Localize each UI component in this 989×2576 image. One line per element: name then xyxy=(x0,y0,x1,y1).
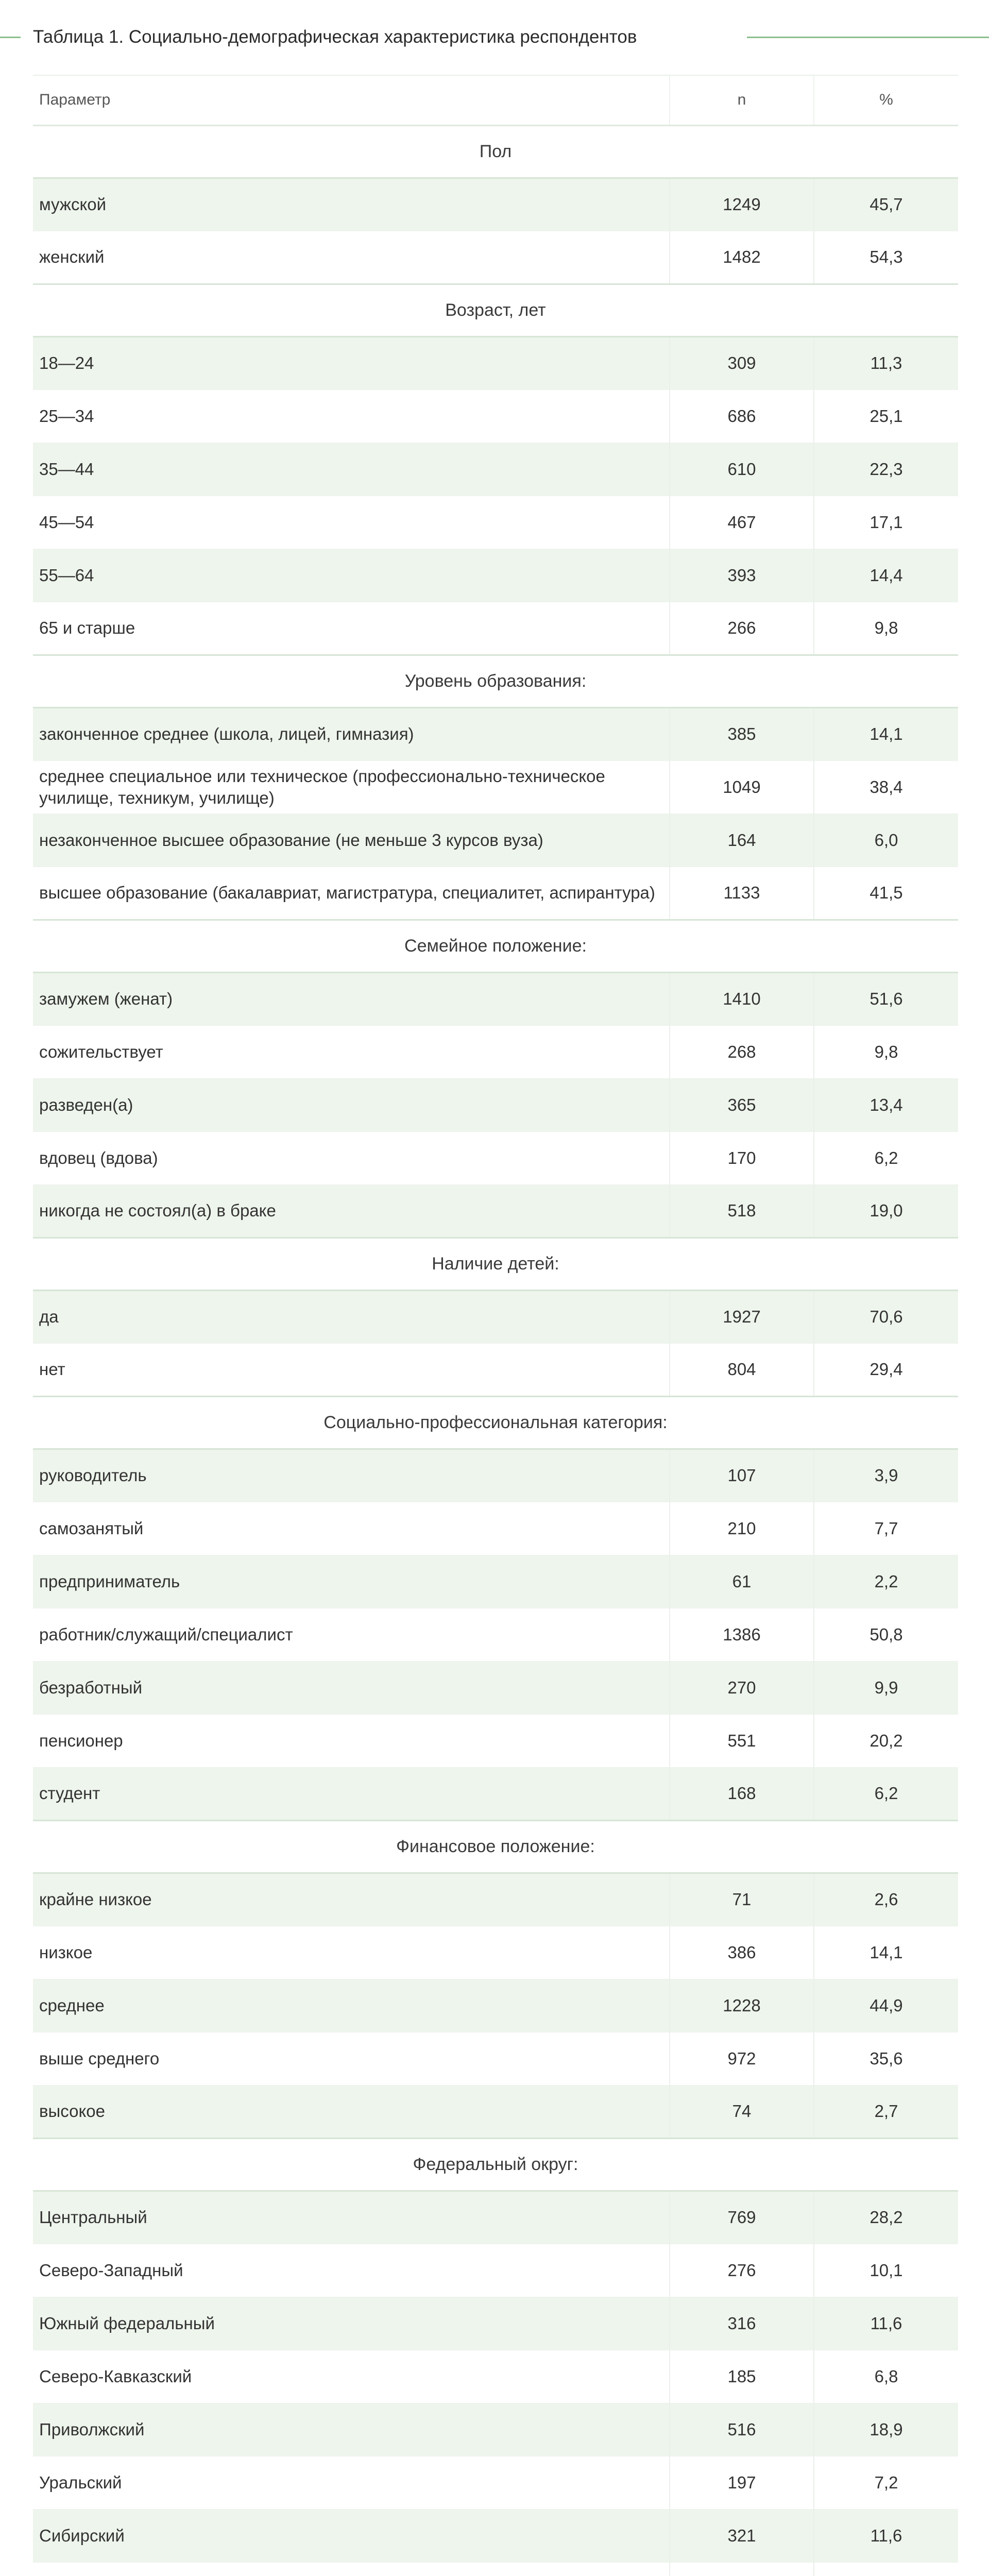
table-row xyxy=(33,2297,958,2350)
row-percent: 14,1 xyxy=(814,707,958,760)
row-percent: 10,1 xyxy=(814,2244,958,2297)
row-percent: 50,8 xyxy=(814,1608,958,1661)
row-label: выше среднего xyxy=(33,2032,670,2085)
row-label: Сибирский xyxy=(33,2509,670,2562)
row-label: 18—24 xyxy=(33,336,670,389)
row-count: 276 xyxy=(670,2244,814,2297)
section-title: Возраст, лет xyxy=(33,284,958,336)
table-row xyxy=(33,1873,958,1926)
table-row xyxy=(33,496,958,549)
table-row xyxy=(33,1502,958,1555)
section-header-row xyxy=(33,1396,958,1449)
table-row xyxy=(33,2244,958,2297)
row-percent xyxy=(814,2562,958,2576)
row-label: никогда не состоял(а) в браке xyxy=(33,1184,670,1238)
table-header-row xyxy=(33,75,958,125)
row-percent: 6,2 xyxy=(814,1131,958,1184)
row-count: 1228 xyxy=(670,1979,814,2032)
table-row xyxy=(33,336,958,389)
row-label: студент xyxy=(33,1767,670,1820)
row-count: 107 xyxy=(670,1449,814,1502)
row-percent: 3,9 xyxy=(814,1449,958,1502)
section-header-row xyxy=(33,1820,958,1873)
row-count: 1410 xyxy=(670,972,814,1025)
row-label: безработный xyxy=(33,1661,670,1714)
row-count: 321 xyxy=(670,2509,814,2562)
table-row xyxy=(33,1343,958,1396)
row-label: 55—64 xyxy=(33,549,670,602)
row-label: незаконченное высшее образование (не меньше 3 курсов вуза) xyxy=(33,814,670,867)
section-header-row xyxy=(33,125,958,178)
row-label: работник/служащий/специалист xyxy=(33,1608,670,1661)
row-percent: 19,0 xyxy=(814,1184,958,1238)
row-percent: 54,3 xyxy=(814,231,958,284)
table-row xyxy=(33,389,958,443)
demographics-table xyxy=(33,75,958,2576)
section-header-row xyxy=(33,655,958,707)
row-percent: 9,8 xyxy=(814,1025,958,1078)
row-count: 164 xyxy=(670,814,814,867)
row-count: 1249 xyxy=(670,178,814,231)
row-count: 972 xyxy=(670,2032,814,2085)
row-label: Центральный xyxy=(33,2191,670,2244)
table-row xyxy=(33,972,958,1025)
row-label: женский xyxy=(33,231,670,284)
row-percent: 28,2 xyxy=(814,2191,958,2244)
row-percent: 22,3 xyxy=(814,443,958,496)
row-label: законченное среднее (школа, лицей, гимназия) xyxy=(33,707,670,760)
row-label: Северо-Кавказский xyxy=(33,2350,670,2403)
row-label: 65 и старше xyxy=(33,602,670,655)
row-count: 266 xyxy=(670,602,814,655)
row-count: 769 xyxy=(670,2191,814,2244)
row-label: разведен(а) xyxy=(33,1078,670,1131)
table-row xyxy=(33,1661,958,1714)
table-row xyxy=(33,814,958,867)
row-count: 1133 xyxy=(670,867,814,920)
row-count: 168 xyxy=(670,1767,814,1820)
row-count: 365 xyxy=(670,1078,814,1131)
section-title: Социально-профессиональная категория: xyxy=(33,1396,958,1449)
row-count: 1482 xyxy=(670,231,814,284)
row-count: 61 xyxy=(670,1555,814,1608)
table-row xyxy=(33,178,958,231)
row-count: 386 xyxy=(670,1926,814,1979)
row-percent: 14,1 xyxy=(814,1926,958,1979)
row-percent: 11,6 xyxy=(814,2509,958,2562)
row-count: 516 xyxy=(670,2403,814,2456)
section-title: Наличие детей: xyxy=(33,1238,958,1290)
table-row xyxy=(33,2562,958,2576)
row-percent: 13,4 xyxy=(814,1078,958,1131)
table-row xyxy=(33,1979,958,2032)
table-row xyxy=(33,2191,958,2244)
row-count: 385 xyxy=(670,707,814,760)
row-count: 551 xyxy=(670,1714,814,1767)
row-percent: 18,9 xyxy=(814,2403,958,2456)
row-percent: 35,6 xyxy=(814,2032,958,2085)
row-label: 25—34 xyxy=(33,389,670,443)
table-row xyxy=(33,1608,958,1661)
row-percent: 70,6 xyxy=(814,1290,958,1343)
table-row xyxy=(33,867,958,920)
row-count: 185 xyxy=(670,2350,814,2403)
caption-rule-left xyxy=(0,37,21,38)
table-row xyxy=(33,1926,958,1979)
table-row xyxy=(33,1449,958,1502)
table-row xyxy=(33,443,958,496)
row-label: 35—44 xyxy=(33,443,670,496)
column-header-percent: % xyxy=(814,75,958,125)
row-label: среднее xyxy=(33,1979,670,2032)
row-percent: 7,7 xyxy=(814,1502,958,1555)
table-row xyxy=(33,2032,958,2085)
row-count: 74 xyxy=(670,2085,814,2138)
table-row xyxy=(33,1290,958,1343)
row-count: 686 xyxy=(670,389,814,443)
section-header-row xyxy=(33,1238,958,1290)
section-header-row xyxy=(33,920,958,972)
row-percent: 11,6 xyxy=(814,2297,958,2350)
table-row xyxy=(33,707,958,760)
row-count: 71 xyxy=(670,1873,814,1926)
row-label: предприниматель xyxy=(33,1555,670,1608)
row-label: высокое xyxy=(33,2085,670,2138)
table-body xyxy=(33,125,958,2576)
column-header-parameter: Параметр xyxy=(33,75,670,125)
table-row xyxy=(33,2350,958,2403)
table-row xyxy=(33,1767,958,1820)
table-row xyxy=(33,2509,958,2562)
row-percent: 2,7 xyxy=(814,2085,958,2138)
row-percent: 2,2 xyxy=(814,1555,958,1608)
row-percent: 2,6 xyxy=(814,1873,958,1926)
table-row xyxy=(33,2085,958,2138)
section-title: Семейное положение: xyxy=(33,920,958,972)
table-container xyxy=(33,75,958,2576)
row-count: 610 xyxy=(670,443,814,496)
row-label: 45—54 xyxy=(33,496,670,549)
row-label: низкое xyxy=(33,1926,670,1979)
row-label: Уральский xyxy=(33,2456,670,2509)
table-row xyxy=(33,1184,958,1238)
row-label: пенсионер xyxy=(33,1714,670,1767)
row-percent: 44,9 xyxy=(814,1979,958,2032)
row-count: 270 xyxy=(670,1661,814,1714)
row-label: самозанятый xyxy=(33,1502,670,1555)
caption-rule-right xyxy=(747,37,989,38)
row-percent: 17,1 xyxy=(814,496,958,549)
row-label: сожительствует xyxy=(33,1025,670,1078)
row-count: 1049 xyxy=(670,760,814,814)
row-percent: 51,6 xyxy=(814,972,958,1025)
row-percent: 41,5 xyxy=(814,867,958,920)
row-count: 467 xyxy=(670,496,814,549)
row-label: мужской xyxy=(33,178,670,231)
row-percent: 45,7 xyxy=(814,178,958,231)
table-row xyxy=(33,549,958,602)
row-label: руководитель xyxy=(33,1449,670,1502)
row-label: Северо-Западный xyxy=(33,2244,670,2297)
table-row xyxy=(33,760,958,814)
table-row xyxy=(33,1025,958,1078)
section-title: Федеральный округ: xyxy=(33,2138,958,2191)
row-label: крайне низкое xyxy=(33,1873,670,1926)
column-header-n: n xyxy=(670,75,814,125)
section-title: Уровень образования: xyxy=(33,655,958,707)
table-row xyxy=(33,1714,958,1767)
row-count: 518 xyxy=(670,1184,814,1238)
row-percent: 25,1 xyxy=(814,389,958,443)
row-percent: 7,2 xyxy=(814,2456,958,2509)
row-label: среднее специальное или техническое (профессионально-техническое училище, техникум, училище) xyxy=(33,760,670,814)
row-count xyxy=(670,2562,814,2576)
table-row xyxy=(33,2403,958,2456)
table-row xyxy=(33,1555,958,1608)
row-label: да xyxy=(33,1290,670,1343)
section-header-row xyxy=(33,2138,958,2191)
row-percent: 11,3 xyxy=(814,336,958,389)
row-label: вдовец (вдова) xyxy=(33,1131,670,1184)
table-row xyxy=(33,602,958,655)
row-count: 393 xyxy=(670,549,814,602)
table-row xyxy=(33,1078,958,1131)
table-row xyxy=(33,2456,958,2509)
row-count: 170 xyxy=(670,1131,814,1184)
table-title: Таблица 1. Социально-демографическая характеристика респондентов xyxy=(33,27,637,47)
section-title: Пол xyxy=(33,125,958,178)
row-percent: 6,8 xyxy=(814,2350,958,2403)
table-row xyxy=(33,1131,958,1184)
row-label: замужем (женат) xyxy=(33,972,670,1025)
row-count: 804 xyxy=(670,1343,814,1396)
row-percent: 20,2 xyxy=(814,1714,958,1767)
row-label: нет xyxy=(33,1343,670,1396)
row-count: 210 xyxy=(670,1502,814,1555)
row-percent: 14,4 xyxy=(814,549,958,602)
row-percent: 9,8 xyxy=(814,602,958,655)
row-count: 268 xyxy=(670,1025,814,1078)
row-percent: 38,4 xyxy=(814,760,958,814)
row-label xyxy=(33,2562,670,2576)
table-caption xyxy=(0,21,989,54)
row-percent: 6,2 xyxy=(814,1767,958,1820)
section-title: Финансовое положение: xyxy=(33,1820,958,1873)
section-header-row xyxy=(33,284,958,336)
row-percent: 9,9 xyxy=(814,1661,958,1714)
row-label: высшее образование (бакалавриат, магистратура, специалитет, аспирантура) xyxy=(33,867,670,920)
row-count: 1386 xyxy=(670,1608,814,1661)
row-percent: 29,4 xyxy=(814,1343,958,1396)
row-label: Приволжский xyxy=(33,2403,670,2456)
row-percent: 6,0 xyxy=(814,814,958,867)
row-count: 316 xyxy=(670,2297,814,2350)
row-count: 309 xyxy=(670,336,814,389)
row-count: 1927 xyxy=(670,1290,814,1343)
row-label: Южный федеральный xyxy=(33,2297,670,2350)
row-count: 197 xyxy=(670,2456,814,2509)
table-row xyxy=(33,231,958,284)
